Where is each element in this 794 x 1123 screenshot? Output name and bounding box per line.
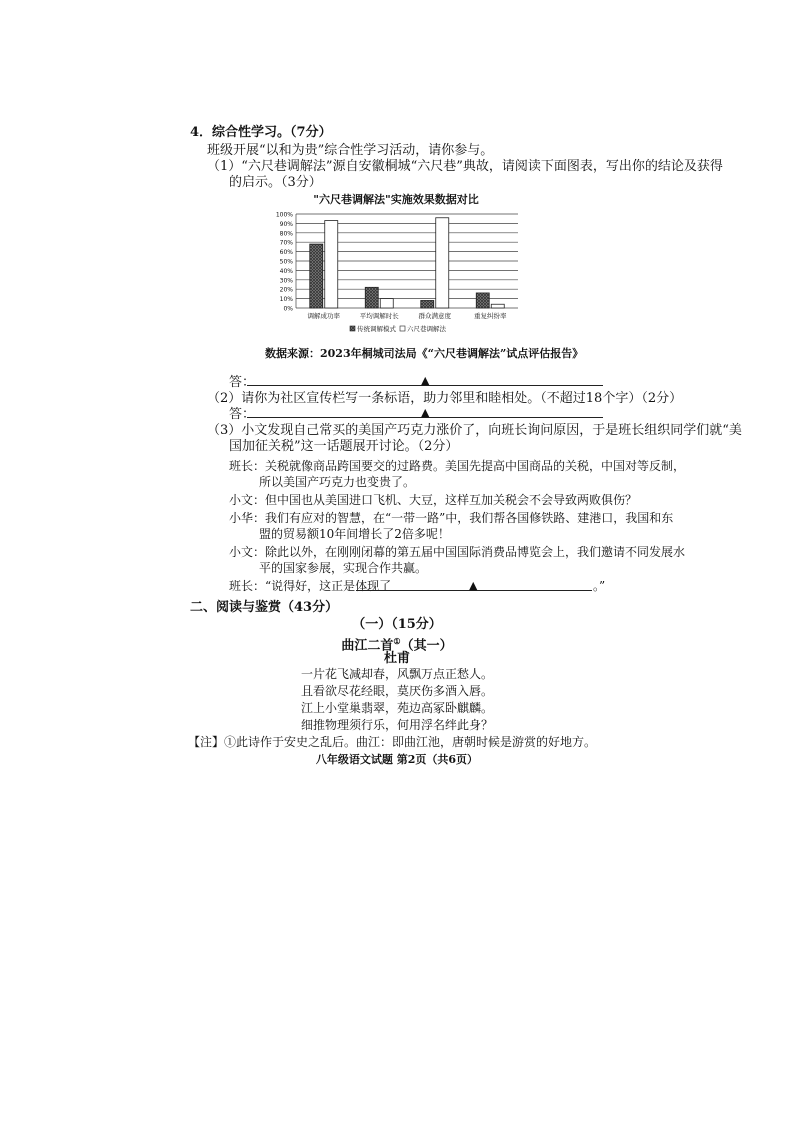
dialog-line: 盟的贸易额10年间增长了2倍多呢！ bbox=[259, 527, 450, 541]
answer-marker-1: ▲ bbox=[421, 374, 430, 387]
y-tick-label: 20% bbox=[279, 286, 293, 294]
poem-line: 细推物理须行乐，何用浮名绊此身？ bbox=[300, 718, 493, 732]
answer-marker-2: ▲ bbox=[421, 406, 430, 419]
answer-label-1: 答： bbox=[229, 375, 256, 390]
question-4-title: 4．综合性学习。（7分） bbox=[190, 125, 332, 140]
answer-marker-3: ▲ bbox=[469, 579, 478, 592]
bar-chart bbox=[260, 190, 540, 340]
poem-note-mark: ① bbox=[393, 636, 401, 646]
y-tick-label: 90% bbox=[279, 220, 293, 228]
bar-liuchixiang-1 bbox=[380, 299, 393, 308]
final-line-suffix: 。” bbox=[593, 579, 606, 593]
y-tick-label: 100% bbox=[275, 211, 293, 219]
final-line-prefix: 班长：“说得好，这正是体现了 bbox=[229, 579, 392, 593]
bar-liuchixiang-0 bbox=[325, 221, 338, 308]
x-tick-label: 平均调解时长 bbox=[359, 312, 399, 320]
y-tick-label: 80% bbox=[279, 230, 293, 238]
dialog-line: 平的国家参展，实现合作共赢。 bbox=[259, 561, 428, 575]
bar-traditional-0 bbox=[310, 244, 323, 308]
dialog-line: 班长：关税就像商品跨国要交的过路费。美国先提高中国商品的关税，中国对等反制， bbox=[229, 459, 686, 473]
bar-traditional-1 bbox=[365, 287, 378, 308]
bar-liuchixiang-2 bbox=[436, 218, 449, 308]
bar-chart-svg bbox=[260, 190, 540, 340]
poem-line: 且看欲尽花经眼，莫厌伤多酒入唇。 bbox=[300, 684, 493, 698]
x-tick-label: 群众满意度 bbox=[418, 312, 451, 320]
subquestion-2: （2）请你为社区宣传栏写一条标语，助力邻里和睦相处。（不超过18个字）（2分） bbox=[207, 391, 683, 406]
legend-swatch bbox=[350, 326, 355, 331]
poem-title-suffix: （其一） bbox=[400, 638, 453, 654]
chart-title: "六尺巷调解法"实施效果数据对比 bbox=[313, 193, 479, 206]
poem-title-text: 曲江二首 bbox=[341, 638, 394, 654]
question-4-intro: 班级开展“以和为贵”综合性学习活动，请你参与。 bbox=[207, 143, 494, 158]
poem-line: 江上小堂巢翡翠，苑边高冢卧麒麟。 bbox=[300, 701, 493, 715]
page-footer: 八年级语文试题 第2页（共6页） bbox=[315, 753, 479, 766]
x-tick-label: 重复纠纷率 bbox=[474, 312, 507, 320]
y-tick-label: 30% bbox=[279, 277, 293, 285]
section-2-heading: 二、阅读与鉴赏（43分） bbox=[190, 600, 339, 615]
poem-note: 【注】①此诗作于安史之乱后。曲江：即曲江池，唐朝时候是游赏的好地方。 bbox=[188, 735, 597, 749]
legend-label: 传统调解模式 bbox=[357, 325, 396, 333]
dialog-line: 所以美国产巧克力也变贵了。 bbox=[259, 475, 416, 489]
legend-label: 六尺巷调解法 bbox=[407, 325, 446, 333]
subquestion-3-line2: 国加征关税”这一话题展开讨论。（2分） bbox=[229, 439, 459, 454]
subquestion-1-line2: 的启示。（3分） bbox=[229, 175, 322, 190]
part-label: （一）（15分） bbox=[352, 617, 442, 632]
y-tick-label: 50% bbox=[279, 258, 293, 266]
y-tick-label: 70% bbox=[279, 239, 293, 247]
y-tick-label: 10% bbox=[279, 296, 293, 304]
chart-source: 数据来源：2023年桐城司法局《“六尺巷调解法”试点评估报告》 bbox=[265, 347, 584, 360]
y-tick-label: 0% bbox=[283, 305, 293, 313]
dialog-line: 小华：我们有应对的智慧，在“一带一路”中，我们帮各国修铁路、建港口，我国和东 bbox=[229, 511, 674, 525]
answer-label-2: 答： bbox=[229, 407, 256, 422]
poem-line: 一片花飞减却春，风飘万点正愁人。 bbox=[300, 667, 493, 681]
x-tick-label: 调解成功率 bbox=[307, 312, 340, 320]
subquestion-3-line1: （3）小文发现自己常买的美国产巧克力涨价了，向班长询问原因，于是班长组织同学们就“美 bbox=[207, 423, 742, 438]
y-tick-label: 40% bbox=[279, 267, 293, 275]
bar-traditional-2 bbox=[421, 300, 434, 308]
dialog-line: 小文：除此以外，在刚刚闭幕的第五届中国国际消费品博览会上，我们邀请不同发展水 bbox=[229, 545, 686, 559]
dialog-line: 小文：但中国也从美国进口飞机、大豆，这样互加关税会不会导致两败俱伤？ bbox=[229, 493, 638, 507]
bar-traditional-3 bbox=[476, 293, 489, 308]
poem-author: 杜甫 bbox=[383, 651, 410, 666]
subquestion-1-line1: （1）“六尺巷调解法”源自安徽桐城“六尺巷”典故，请阅读下面图表，写出你的结论及获得 bbox=[207, 159, 723, 174]
bar-liuchixiang-3 bbox=[491, 304, 504, 308]
legend-swatch bbox=[400, 326, 405, 331]
y-tick-label: 60% bbox=[279, 249, 293, 257]
